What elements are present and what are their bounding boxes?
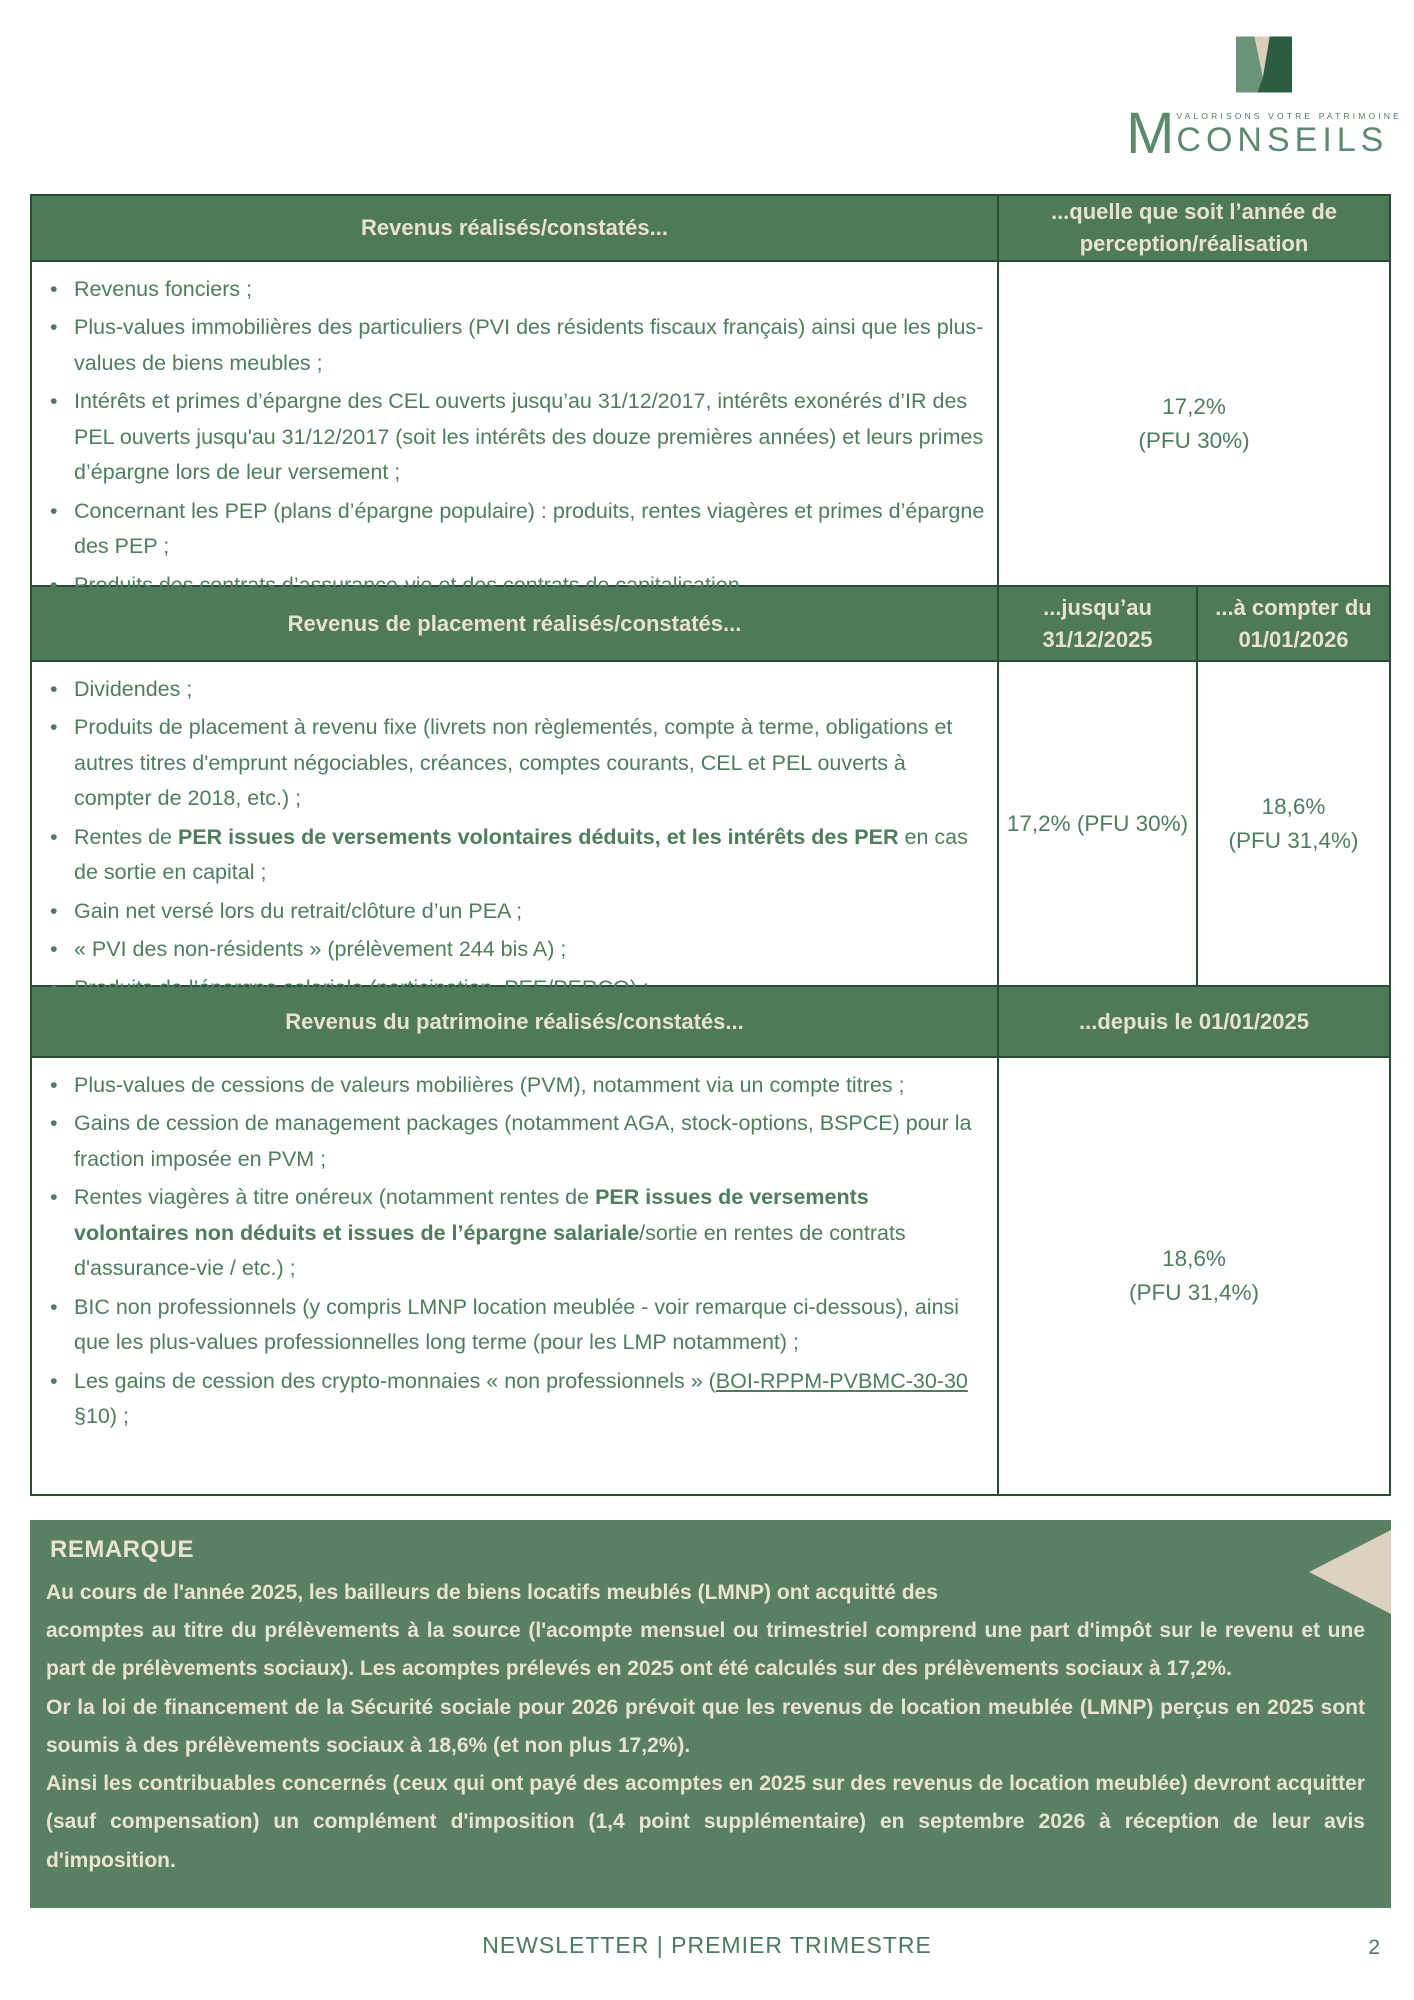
list-item: • BIC non professionnels (y compris LMNP location meublée - voir remarque ci-dessous), ainsi que les plus-values professionnelles long terme (pour les LMP notamment) ; (38, 1290, 985, 1361)
page-number: 2 (1368, 1936, 1380, 1959)
brand-tagline: VALORISONS VOTRE PATRIMOINE (1176, 111, 1402, 121)
table-header-row-1 (32, 196, 1389, 262)
list-item: • Plus-values immobilières des particuliers (PVI des résidents fiscaux français) ainsi que les plus-values de biens meubles ; (38, 310, 985, 381)
brand-name: CONSEILS (1176, 121, 1389, 159)
rate-cell-2b (1196, 662, 1389, 985)
list-item: • Produits de placement à revenu fixe (livrets non règlementés, compte à terme, obligations et autres titres d'emprunt négociables, créances, comptes courants, CEL et PEL ouverts à compter de 2018, etc.) ; (38, 710, 985, 816)
list-item: • Gains de cession de management packages (notamment AGA, stock-options, BSPCE) pour la fraction imposée en PVM ; (38, 1106, 985, 1177)
revenus-placement-list (38, 672, 985, 1006)
revenus-realises-list (38, 272, 985, 603)
rate-value: 18,6% (1162, 1246, 1226, 1272)
list-item: • Gain net versé lors du retrait/clôture d’un PEA ; (38, 894, 985, 929)
social-levies-table (30, 194, 1391, 1496)
list-item: • Rentes viagères à titre onéreux (notamment rentes de PER issues de versements volontaires non déduits et issues de l’épargne salariale/sortie en rentes de contrats d'assurance-vie / etc.) ; (38, 1180, 985, 1286)
rate-sub: (PFU 31,4%) (1128, 1280, 1260, 1305)
logo (1126, 36, 1402, 166)
logo-mark-icon (1236, 36, 1292, 93)
list-item: • Intérêts et primes d’épargne des CEL ouverts jusqu’au 31/12/2017, intérêts exonérés d’IR des PEL ouverts jusqu'au 31/12/2017 (soit les intérêts des douze premières années) et leurs primes d’épargne lors de leur versement ; (38, 384, 985, 490)
header-revenus-patrimoine: Revenus du patrimoine réalisés/constatés... (32, 987, 997, 1056)
list-item: • « PVI des non-résidents » (prélèvement 244 bis A) ; (38, 932, 985, 967)
revenus-patrimoine-cell (32, 1058, 997, 1494)
table-body-row-3 (32, 1058, 1389, 1494)
rate-cell-2a (997, 662, 1196, 985)
rate-sub: (PFU 31,4%) (1228, 827, 1359, 853)
remark-paragraph: Ainsi les contribuables concernés (ceux qui ont payé des acomptes en 2025 sur des revenus de location meublée) devront acquitter (sauf compensation) un complément d'imposition (1,4 point supplémentaire) en septembre 2026 à réception de leur avis d'imposition. (46, 1772, 1365, 1872)
footer-title: NEWSLETTER | PREMIER TRIMESTRE (482, 1932, 932, 1958)
list-item: • Produits de l’épargne salariale (participation, PEE/PERCO) ; (38, 971, 985, 1006)
header-jusquau-2025: ...jusqu’au 31/12/2025 (997, 587, 1196, 660)
header-annee-perception: ...quelle que soit l’année de perception/réalisation (997, 196, 1389, 260)
table-body-row-1 (32, 262, 1389, 597)
remark-paragraph: acomptes au titre du prélèvements à la source (l'acompte mensuel ou trimestriel comprend une part d'impôt sur le revenu et une part de prélèvements sociaux). Les acomptes prélevés en 2025 ont été calculés sur des prélèvements sociaux à 17,2%. (46, 1619, 1365, 1681)
brand-wordmark (1126, 101, 1402, 166)
boi-link[interactable]: BOI-RPPM-PVBMC-30-30 (715, 1368, 968, 1393)
rate-cell-3 (997, 1058, 1389, 1494)
list-item: • Concernant les PEP (plans d’épargne populaire) : produits, rentes viagères et primes d’épargne des PEP ; (38, 494, 985, 565)
header-a-compter-2026: ...à compter du 01/01/2026 (1196, 587, 1389, 660)
header-depuis-2025: ...depuis le 01/01/2025 (997, 987, 1389, 1056)
remark-paragraph: Au cours de l'année 2025, les bailleurs de biens locatifs meublés (LMNP) ont acquitté des (46, 1581, 938, 1604)
rate-value: 17,2% (1162, 393, 1226, 419)
list-item: • Rentes de PER issues de versements volontaires déduits, et les intérêts des PER en cas de sortie en capital ; (38, 820, 985, 891)
list-item: • Produits des contrats d’assurance-vie et des contrats de capitalisation. (38, 568, 985, 603)
arrow-left-icon (1309, 1530, 1391, 1614)
revenus-placement-cell (32, 662, 997, 1000)
remark-title: REMARQUE (50, 1536, 195, 1563)
rate-value: 17,2% (PFU 30%) (1006, 810, 1189, 836)
list-item: • Les gains de cession des crypto-monnaies « non professionnels » (BOI-RPPM-PVBMC-30-30 §10) ; (38, 1364, 985, 1435)
list-item: • Dividendes ; (38, 672, 985, 707)
remark-body (46, 1574, 1365, 1880)
header-revenus-realises: Revenus réalisés/constatés... (32, 196, 997, 260)
remark-paragraph: Or la loi de financement de la Sécurité sociale pour 2026 prévoit que les revenus de location meublée (LMNP) perçus en 2025 sont soumis à des prélèvements sociaux à 18,6% (et non plus 17,2%). (46, 1695, 1365, 1757)
list-item: • Revenus fonciers ; (38, 272, 985, 307)
rate-value: 18,6% (1261, 793, 1326, 819)
table-body-row-2 (32, 662, 1389, 1000)
list-item: • Plus-values de cessions de valeurs mobilières (PVM), notamment via un compte titres ; (38, 1068, 985, 1103)
rate-sub: (PFU 30%) (1138, 427, 1250, 453)
header-revenus-placement: Revenus de placement réalisés/constatés... (32, 587, 997, 660)
brand-initial: M (1126, 101, 1175, 166)
revenus-realises-cell (32, 262, 997, 597)
rate-cell-1 (997, 262, 1389, 585)
revenus-patrimoine-list (38, 1068, 985, 1435)
remark-box (30, 1520, 1391, 1908)
